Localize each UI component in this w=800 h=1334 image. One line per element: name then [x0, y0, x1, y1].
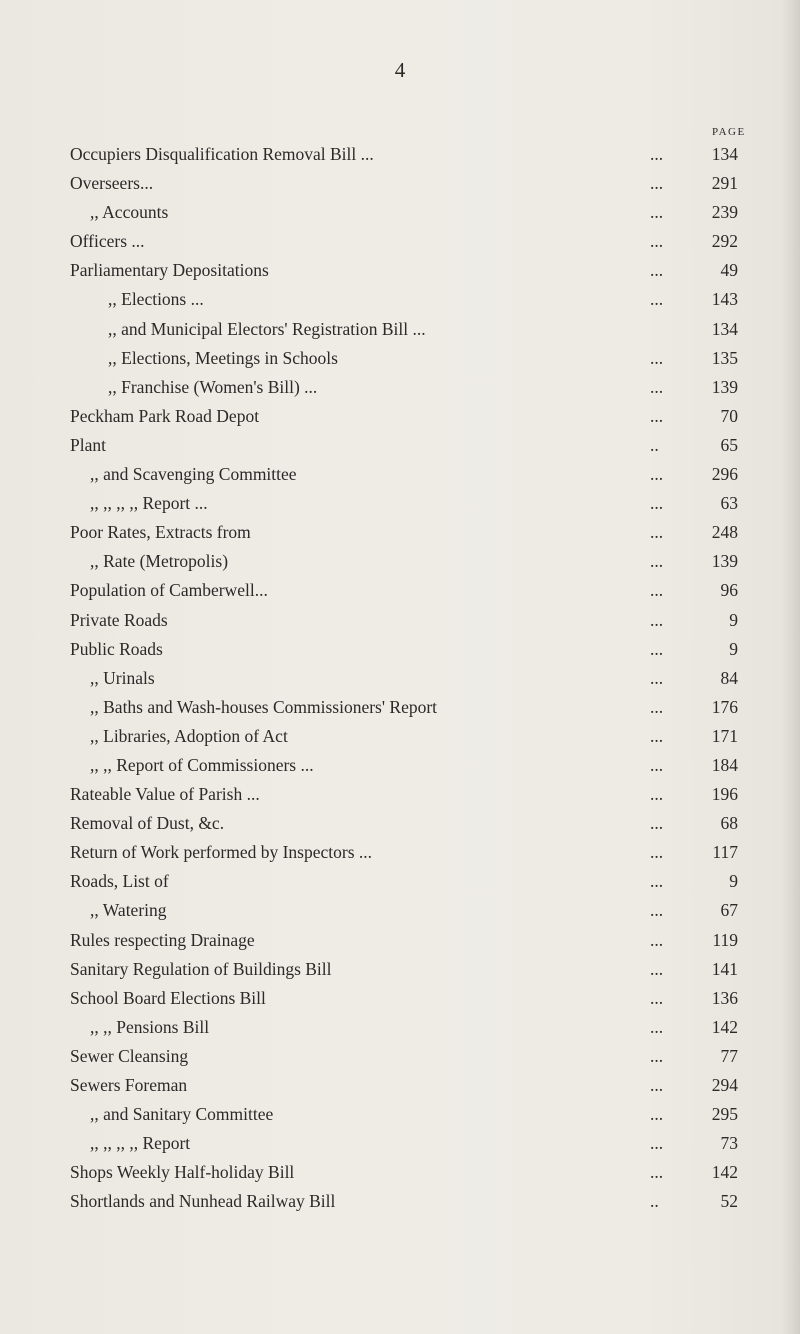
index-entry-page: 184: [711, 754, 738, 775]
index-entry-page: 70: [720, 405, 738, 426]
index-entry-text: Rules respecting Drainage: [70, 929, 255, 950]
index-entry-page: 49: [720, 260, 738, 281]
index-entry-page: 117: [712, 842, 738, 863]
index-entry-text: ,, Baths and Wash-houses Commissioners' Report: [90, 696, 438, 717]
index-entry-text: ,, Rate (Metropolis): [90, 551, 229, 572]
index-entry: [0, 635, 800, 664]
index-entry-text: Removal of Dust, &c.: [70, 813, 225, 834]
index-entry-page: 9: [729, 871, 738, 892]
index-entry-page: 176: [711, 696, 738, 717]
leader-dots: ..: [650, 434, 659, 455]
leader-dots: ...: [650, 580, 664, 601]
leader-dots: ...: [650, 522, 664, 543]
index-entry-text: Occupiers Disqualification Removal Bill ...: [70, 144, 374, 164]
index-entry-page: 142: [711, 1162, 738, 1183]
index-entry: [0, 1071, 800, 1100]
index-entry-text: Officers ...: [70, 231, 145, 252]
index-entry: [0, 1042, 800, 1071]
index-entry-text: Sanitary Regulation of Buildings Bill: [70, 958, 332, 979]
leader-dots: ...: [650, 1162, 664, 1183]
index-entry: [0, 693, 800, 722]
index-entry-page: 143: [711, 289, 738, 310]
leader-dots: ...: [650, 289, 664, 310]
leader-dots: ...: [650, 173, 664, 194]
leader-dots: ...: [650, 667, 664, 688]
index-entry-text: Return of Work performed by Inspectors ...: [70, 842, 373, 863]
leader-dots: ...: [650, 551, 664, 572]
index-entry-page: 63: [720, 493, 738, 514]
index-entry-page: 291: [711, 173, 738, 194]
leader-dots: ...: [650, 696, 664, 717]
leader-dots: ...: [650, 1016, 664, 1037]
index-entry-text: ,, ,, ,, ,, Report: [90, 1133, 191, 1154]
index-entry-page: 294: [711, 1075, 738, 1095]
index-entry-text: Poor Rates, Extracts from: [70, 522, 251, 543]
index-entry: [0, 926, 800, 955]
leader-dots: ..: [650, 1191, 659, 1212]
page-number: 4: [394, 58, 406, 82]
leader-dots: ...: [650, 609, 664, 630]
index-entry-text: Sewer Cleansing: [70, 1045, 189, 1066]
index-entry: [0, 518, 800, 547]
index-entry: [0, 838, 800, 867]
index-entry-page: 67: [720, 900, 738, 921]
index-entry-text: ,, Elections ...: [108, 289, 204, 310]
index-entry: [0, 344, 800, 373]
index-entry-page: 134: [711, 144, 738, 164]
index-entry-page: 141: [711, 958, 738, 979]
index-entry-page: 292: [711, 231, 738, 252]
index-entry: [0, 402, 800, 431]
leader-dots: ...: [650, 958, 664, 979]
leader-dots: ...: [650, 144, 664, 164]
leader-dots: ...: [650, 493, 664, 514]
leader-dots: ...: [650, 929, 664, 950]
leader-dots: ...: [650, 987, 664, 1008]
index-entry: [0, 955, 800, 984]
leader-dots: ...: [650, 464, 664, 485]
index-entry-text: ,, Watering: [90, 900, 167, 921]
leader-dots: ...: [650, 754, 664, 775]
index-entry-text: Peckham Park Road Depot: [70, 405, 260, 426]
index-entry: [0, 1100, 800, 1129]
index-entry-text: ,, and Sanitary Committee: [90, 1104, 274, 1125]
index-entry-text: ,, and Municipal Electors' Registration Bill ...: [108, 318, 426, 339]
leader-dots: ...: [650, 871, 664, 892]
index-entry-text: Population of Camberwell...: [70, 580, 268, 601]
index-entry: [0, 169, 800, 198]
index-entry-page: 119: [712, 929, 738, 950]
index-entry-text: Overseers...: [70, 173, 154, 194]
index-entry: [0, 606, 800, 635]
index-entry: [0, 285, 800, 314]
leader-dots: ...: [650, 725, 664, 746]
index-entry: [0, 1129, 800, 1158]
index-entry-text: ,, Accounts: [90, 202, 169, 223]
index-entry-text: Shortlands and Nunhead Railway Bill: [70, 1191, 336, 1212]
index-entry: [0, 256, 800, 285]
index-entry: [0, 315, 800, 344]
index-entry-page: 9: [729, 638, 738, 659]
index-entry-page: 296: [711, 464, 738, 485]
index-entry-text: Rateable Value of Parish ...: [70, 784, 260, 805]
index-entry-page: 248: [711, 522, 738, 543]
leader-dots: ...: [650, 347, 664, 368]
index-entry-text: Public Roads: [70, 638, 163, 659]
leader-dots: ...: [650, 260, 664, 281]
leader-dots: ...: [650, 231, 664, 252]
index-entry-text: ,, and Scavenging Committee: [90, 464, 297, 485]
index-entry: [0, 809, 800, 838]
index-entry-page: 139: [711, 376, 738, 397]
leader-dots: ...: [650, 638, 664, 659]
index-entry-page: 65: [720, 434, 738, 455]
index-entry-text: ,, Franchise (Women's Bill) ...: [108, 376, 318, 397]
index-entry-text: ,, ,, Pensions Bill: [90, 1016, 210, 1037]
index-entry-text: ,, Urinals: [90, 667, 155, 688]
index-entry-page: 136: [711, 987, 738, 1008]
index-entry-text: ,, Libraries, Adoption of Act: [90, 725, 288, 746]
index-entry: [0, 198, 800, 227]
index-entry: [0, 460, 800, 489]
index-entry-text: Parliamentary Depositations: [70, 260, 269, 281]
leader-dots: ...: [650, 1045, 664, 1066]
index-entry-text: Roads, List of: [70, 871, 169, 892]
index-entry-page: 139: [711, 551, 738, 572]
index-entry: [0, 867, 800, 896]
index-entry: [0, 751, 800, 780]
index-entry-page: 171: [711, 725, 738, 746]
index-entry-text: ,, Elections, Meetings in Schools: [108, 347, 338, 368]
index-entry-text: Shops Weekly Half-holiday Bill: [70, 1162, 295, 1183]
index-entry: [0, 489, 800, 518]
leader-dots: ...: [650, 202, 664, 223]
index-entry-page: 68: [720, 813, 738, 834]
index-entry-text: ,, ,, Report of Commissioners ...: [90, 754, 314, 775]
index-entry: [0, 664, 800, 693]
index-entry-page: 52: [720, 1191, 738, 1212]
leader-dots: ...: [650, 376, 664, 397]
leader-dots: ...: [650, 1075, 664, 1095]
index-entry-text: Private Roads: [70, 609, 168, 630]
index-entry: [0, 1158, 800, 1187]
leader-dots: ...: [650, 813, 664, 834]
leader-dots: ...: [650, 842, 664, 863]
index-entry: [0, 896, 800, 925]
index-entry-text: School Board Elections Bill: [70, 987, 266, 1008]
index-entry-page: 9: [729, 609, 738, 630]
leader-dots: ...: [650, 1104, 664, 1125]
index-entry-page: 142: [711, 1016, 738, 1037]
index-entry-page: 239: [711, 202, 738, 223]
leader-dots: ...: [650, 405, 664, 426]
index-entry: [0, 547, 800, 576]
page-edge-shadow: [782, 0, 800, 1334]
index-entry: [0, 780, 800, 809]
index-entry: [0, 140, 800, 169]
index-entry-text: Plant: [70, 434, 106, 455]
index-entry: [0, 227, 800, 256]
index-entry-page: 96: [720, 580, 738, 601]
index-entry-page: 295: [711, 1104, 738, 1125]
index-entry-page: 77: [720, 1045, 738, 1066]
index-entry: [0, 722, 800, 751]
page-column-header: PAGE: [712, 126, 746, 138]
index-entry-text: ,, ,, ,, ,, Report ...: [90, 493, 208, 514]
index-entry-page: 135: [711, 347, 738, 368]
index-entry: [0, 1187, 800, 1216]
index-entry-text: Sewers Foreman: [70, 1075, 188, 1095]
index-entry-page: 73: [720, 1133, 738, 1154]
index-entry-page: 84: [720, 667, 738, 688]
leader-dots: ...: [650, 900, 664, 921]
index-entries: [0, 140, 800, 1216]
index-entry: [0, 1013, 800, 1042]
index-entry: [0, 576, 800, 605]
index-entry-page: 196: [711, 784, 738, 805]
leader-dots: ...: [650, 1133, 664, 1154]
index-entry: [0, 431, 800, 460]
index-entry: [0, 373, 800, 402]
index-entry: [0, 984, 800, 1013]
leader-dots: ...: [650, 784, 664, 805]
index-entry-page: 134: [711, 318, 738, 339]
